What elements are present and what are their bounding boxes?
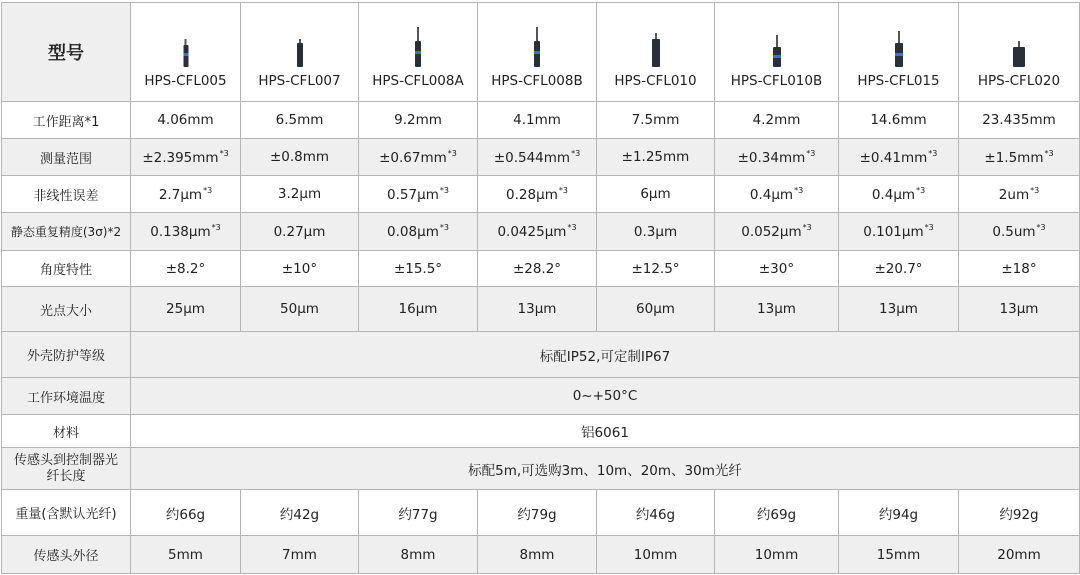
footnote-marker: *3 — [1030, 185, 1040, 195]
spec-cell: 20mm — [959, 536, 1080, 574]
footnote-marker: *3 — [806, 148, 816, 158]
footnote-marker: *3 — [203, 185, 213, 195]
spec-cell — [839, 287, 959, 332]
sensor-probe-icon — [1013, 41, 1025, 67]
footnote-marker: *3 — [447, 148, 457, 158]
spec-cell — [131, 213, 241, 251]
spec-cell — [478, 176, 597, 213]
spec-value: 16μm — [398, 301, 438, 317]
model-name: HPS-CFL015 — [857, 73, 940, 89]
spec-cell — [959, 102, 1080, 139]
spec-cell — [715, 102, 839, 139]
spec-cell — [478, 213, 597, 251]
spec-value: 0.08μm — [387, 224, 439, 240]
footnote-marker: *3 — [1036, 223, 1046, 232]
spec-cell: 约69g — [715, 490, 839, 536]
spec-cell: 10mm — [715, 536, 839, 574]
spec-cell — [959, 287, 1080, 332]
spec-value: 25μm — [166, 301, 205, 317]
spec-cell: 5mm — [131, 536, 241, 574]
spec-value: 13μm — [757, 301, 796, 317]
spec-cell — [597, 287, 715, 332]
spec-value: 0.4μm — [749, 186, 794, 203]
model-name: HPS-CFL020 — [977, 73, 1061, 89]
sensor-probe-icon — [415, 27, 421, 67]
spec-value: ±28.2° — [512, 260, 562, 277]
model-column-header — [715, 3, 839, 102]
spec-value: 50μm — [280, 301, 319, 317]
model-column-header — [597, 3, 715, 102]
spec-cell: 约77g — [359, 490, 478, 536]
spec-row — [2, 213, 1080, 251]
spec-value: 2um — [998, 186, 1030, 203]
footnote-marker: *3 — [558, 185, 568, 195]
row-label: 工作环境温度 — [2, 378, 131, 415]
spec-value: 0.28μm — [506, 186, 558, 203]
footnote-marker: *3 — [794, 185, 804, 195]
row-label: 材料 — [2, 415, 131, 448]
spec-value: 13μm — [517, 301, 557, 317]
model-column-header — [959, 3, 1080, 102]
spec-row — [2, 287, 1080, 332]
spec-value: 0.0425μm — [497, 224, 567, 240]
spec-value: 13μm — [999, 301, 1039, 317]
spec-value: 4.2mm — [752, 112, 801, 128]
spec-cell — [359, 139, 478, 176]
spec-cell — [241, 213, 359, 251]
spec-value: 6μm — [640, 186, 671, 202]
spec-cell — [597, 251, 715, 287]
spec-cell: 约42g — [241, 490, 359, 536]
spec-value: ±8.2° — [165, 260, 206, 277]
spec-row — [2, 139, 1080, 176]
model-name: HPS-CFL007 — [258, 73, 341, 89]
footnote-marker: *3 — [211, 223, 221, 232]
footnote-marker: *3 — [1044, 148, 1054, 158]
footnote-marker: *3 — [439, 223, 449, 232]
spec-cell — [715, 251, 839, 287]
spec-value: 0.3μm — [633, 223, 678, 240]
spec-value: ±0.544mm — [493, 149, 571, 166]
spec-value: 0.138μm — [150, 224, 211, 240]
row-label: 传感头外径 — [2, 536, 131, 574]
spec-cell — [839, 251, 959, 287]
spec-value: ±0.41mm — [859, 149, 928, 166]
spec-value: 13μm — [879, 301, 918, 317]
spec-cell — [959, 176, 1080, 213]
spec-value: 4.1mm — [513, 112, 561, 128]
spec-cell — [241, 287, 359, 332]
spec-cell — [597, 102, 715, 139]
spec-value: 0.4μm — [871, 186, 916, 203]
sensor-probe-icon — [183, 39, 188, 67]
spec-value: ±15.5° — [393, 260, 443, 277]
model-column-header — [131, 3, 241, 102]
spec-row — [2, 102, 1080, 139]
spec-cell — [959, 251, 1080, 287]
spec-cell — [478, 139, 597, 176]
spec-cell — [359, 102, 478, 139]
spec-value: ±30° — [758, 260, 795, 277]
row-label: 非线性误差 — [2, 176, 131, 213]
row-label: 外壳防护等级 — [2, 332, 131, 378]
spec-value: 14.6mm — [870, 112, 927, 128]
spec-cell — [478, 287, 597, 332]
spec-cell — [839, 213, 959, 251]
row-label: 重量(含默认光纤) — [2, 490, 131, 536]
spec-span-row — [2, 378, 1080, 415]
spec-cell — [131, 287, 241, 332]
model-name: HPS-CFL005 — [144, 73, 227, 89]
spec-value: 0.052μm — [741, 224, 802, 240]
footnote-marker: *3 — [219, 148, 229, 158]
spec-cell — [597, 213, 715, 251]
row-label: 传感头到控制器光纤长度 — [2, 448, 131, 490]
row-label: 测量范围 — [2, 139, 131, 176]
footnote-marker: *3 — [571, 148, 581, 158]
sensor-probe-icon — [773, 35, 781, 67]
spec-cell — [131, 176, 241, 213]
footnote-marker: *3 — [924, 223, 934, 232]
footnote-marker: *3 — [916, 185, 926, 195]
footnote-marker: *3 — [802, 223, 812, 232]
spec-cell — [715, 213, 839, 251]
spec-value: 9.2mm — [394, 112, 442, 128]
model-column-header — [241, 3, 359, 102]
model-header-label: 型号 — [2, 3, 131, 102]
spec-cell — [839, 176, 959, 213]
spec-value: 3.2μm — [277, 186, 322, 202]
spec-value: ±0.34mm — [737, 149, 806, 166]
spec-cell: 10mm — [597, 536, 715, 574]
spec-value: 4.06mm — [157, 112, 214, 128]
spec-value: ±18° — [1001, 260, 1037, 277]
spec-cell: 约94g — [839, 490, 959, 536]
spec-cell — [715, 139, 839, 176]
spec-value: 0.27μm — [273, 223, 326, 240]
spec-value: 7.5mm — [631, 112, 680, 128]
spec-cell — [131, 102, 241, 139]
spec-cell: 约92g — [959, 490, 1080, 536]
spec-cell — [359, 287, 478, 332]
spec-value: ±12.5° — [631, 260, 680, 277]
spec-cell — [597, 139, 715, 176]
spec-value: 23.435mm — [982, 112, 1056, 128]
model-name: HPS-CFL008B — [491, 73, 583, 89]
spec-value: ±10° — [281, 260, 318, 277]
spec-cell — [241, 139, 359, 176]
diameter-row — [2, 536, 1080, 574]
spec-value: ±20.7° — [874, 260, 923, 277]
spec-cell — [597, 176, 715, 213]
spec-cell — [359, 213, 478, 251]
row-label: 光点大小 — [2, 287, 131, 332]
model-name: HPS-CFL008A — [372, 73, 464, 89]
spec-value: ±0.67mm — [379, 149, 447, 166]
spec-value: 60μm — [636, 301, 675, 317]
sensor-probe-icon — [652, 33, 660, 67]
spec-value: ±1.25mm — [621, 149, 690, 165]
span-value: 铝6061 — [131, 415, 1080, 448]
model-column-header — [478, 3, 597, 102]
spec-cell: 约79g — [478, 490, 597, 536]
spec-cell — [359, 251, 478, 287]
sensor-probe-icon — [297, 39, 303, 67]
spec-cell: 7mm — [241, 536, 359, 574]
spec-row — [2, 176, 1080, 213]
spec-value: 6.5mm — [275, 112, 324, 128]
spec-cell — [839, 102, 959, 139]
spec-cell — [959, 139, 1080, 176]
spec-cell — [478, 102, 597, 139]
spec-cell — [839, 139, 959, 176]
spec-span-row — [2, 332, 1080, 378]
row-label: 静态重复精度(3σ)*2 — [2, 213, 131, 251]
sensor-probe-icon — [895, 31, 903, 67]
spec-value: ±0.8mm — [269, 149, 330, 165]
spec-value: ±1.5mm — [984, 149, 1044, 166]
spec-cell: 8mm — [359, 536, 478, 574]
spec-value: 0.5um — [992, 224, 1036, 240]
row-label: 角度特性 — [2, 251, 131, 287]
model-column-header — [839, 3, 959, 102]
spec-value: 2.7μm — [158, 186, 203, 203]
sensor-probe-icon — [534, 27, 540, 67]
spec-cell — [715, 176, 839, 213]
spec-cell: 约46g — [597, 490, 715, 536]
spec-cell — [241, 251, 359, 287]
spec-cell — [359, 176, 478, 213]
model-name: HPS-CFL010B — [730, 73, 823, 89]
spec-value: 0.101μm — [863, 224, 924, 240]
spec-row — [2, 251, 1080, 287]
spec-cell — [131, 139, 241, 176]
spec-cell — [241, 102, 359, 139]
spec-cell: 8mm — [478, 536, 597, 574]
spec-value: ±2.395mm — [142, 149, 219, 166]
spec-cell — [131, 251, 241, 287]
weight-row — [2, 490, 1080, 536]
span-value: 标配5m,可选购3m、10m、20m、30m光纤 — [131, 448, 1080, 490]
row-label: 工作距离*1 — [2, 102, 131, 139]
spec-cell — [959, 213, 1080, 251]
spec-cell — [715, 287, 839, 332]
spec-cell: 15mm — [839, 536, 959, 574]
spec-cell: 约66g — [131, 490, 241, 536]
spec-table — [1, 2, 1080, 574]
spec-span-row — [2, 448, 1080, 490]
spec-cell — [478, 251, 597, 287]
spec-value: 0.57μm — [387, 186, 439, 203]
span-value: 0~+50°C — [131, 378, 1080, 415]
model-column-header — [359, 3, 478, 102]
span-value: 标配IP52,可定制IP67 — [131, 332, 1080, 378]
spec-cell — [241, 176, 359, 213]
footnote-marker: *3 — [439, 185, 449, 195]
footnote-marker: *3 — [928, 148, 938, 158]
spec-span-row — [2, 415, 1080, 448]
model-name: HPS-CFL010 — [614, 73, 697, 89]
footnote-marker: *3 — [567, 223, 577, 232]
